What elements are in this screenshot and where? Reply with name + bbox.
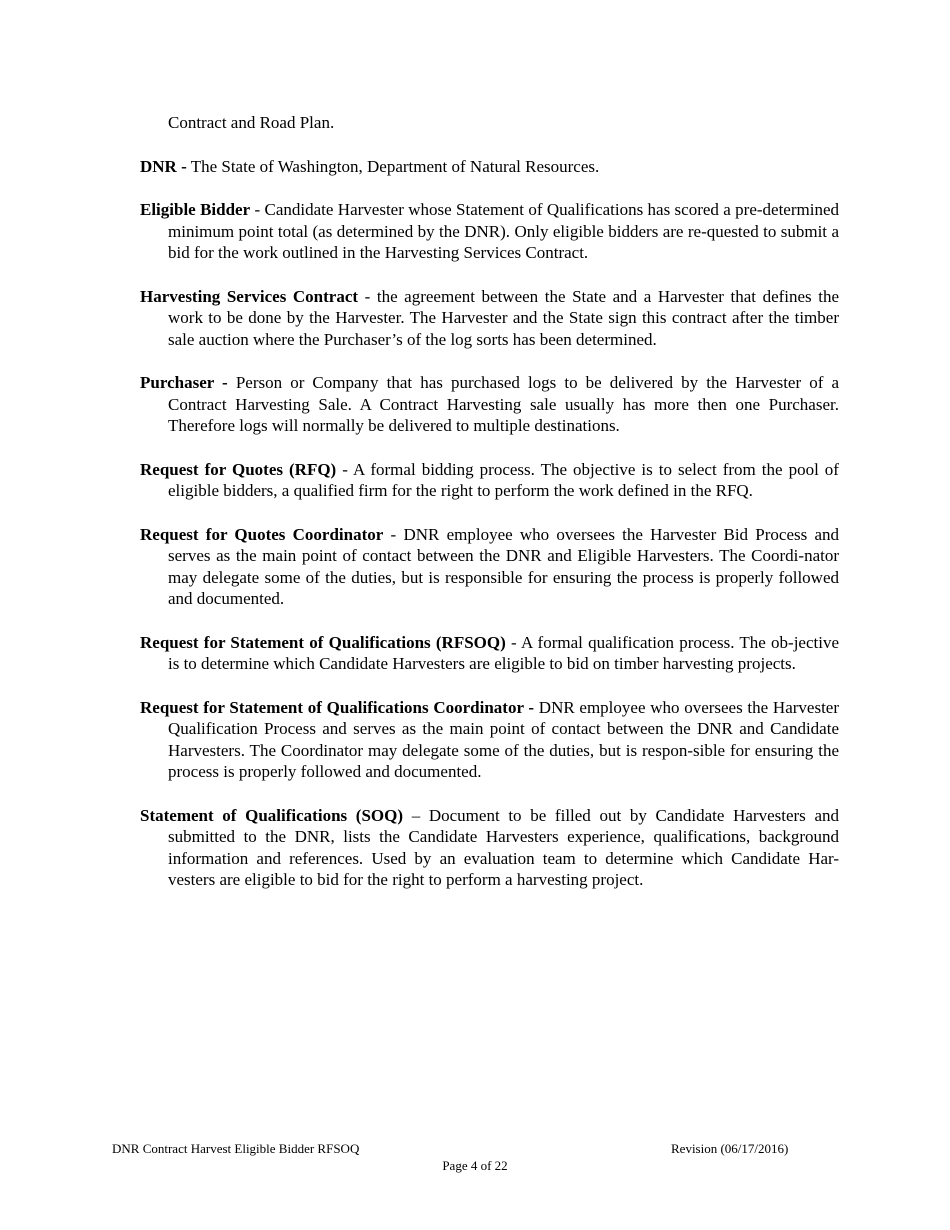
- definition-rfq-coordinator: Request for Quotes Coordinator - DNR employee who oversees the Harvester Bid Process and serves as the main point of contact between the DNR and Eligible Harvesters. The Coordi-nator may delegate some of the duties, but is responsible for ensuring the process is properly followed and documented.: [140, 524, 840, 608]
- definition-term: Purchaser -: [140, 373, 228, 392]
- definition-text: DNR employee who oversees the Harvester Qualification Process and serves as the main point of contact between the DNR and Candidate Harvesters. The Coordinator may delegate some of the duties, but is respon-sible for ensuring the process is properly followed and documented.: [168, 697, 839, 781]
- definition-text: DNR employee who oversees the Harvester Bid Process and serves as the main point of contact between the DNR and Eligible Harvesters. The Coordi-nator may delegate some of the duties, but is responsible for ensuring the process is properly followed and documented.: [168, 524, 840, 608]
- footer-revision: Revision (06/17/2016): [671, 1141, 789, 1156]
- definition-dnr: [140, 156, 839, 178]
- definition-term: Request for Statement of Qualifications (RFSOQ): [140, 632, 506, 652]
- definition-text: Candidate Harvester whose Statement of Qualifications has scored a pre-determined minimum point total (as determined by the DNR). Only eligible bidders are re-quested to submit a bid for the work outlined in the Harvesting Services Contract.: [168, 200, 839, 262]
- definition-text: A formal bidding process. The objective is to select from the pool of eligible bidders, a qualified firm for the right to perform the work defined in the RFQ.: [168, 459, 839, 500]
- definition-purchaser: [140, 372, 839, 437]
- definition-term: Request for Statement of Qualifications Coordinator -: [140, 697, 535, 717]
- definition-soq: Statement of Qualifications (SOQ) – Document to be filled out by Candidate Harvesters and submitted to the DNR, lists the Candidate Harvesters experience, qualifications, background information and references. Used by an evaluation team to determine which Candidate Har-vesters are eligible to bid for the right to perform a harvesting project.: [140, 805, 839, 889]
- definition-term: Request for Quotes Coordinator: [140, 524, 384, 544]
- definition-text: Person or Company that has purchased logs to be delivered by the Harvester of a Contract Harvesting Sale. A Contract Harvesting sale usually has more then one Purchaser. Therefore logs will normally be delivered to multiple destinations.: [168, 373, 840, 435]
- definition-rfsoq-coordinator: [140, 697, 839, 783]
- definition-term: Request for Quotes (RFQ): [140, 459, 337, 479]
- definition-term: Statement of Qualifications (SOQ): [140, 805, 404, 825]
- definition-rfsoq: Request for Statement of Qualifications (RFSOQ) - A formal qualification process. The ob-jective is to determine which Candidate Harvesters are eligible to bid on timber harvesting projects.: [140, 632, 840, 673]
- definition-text: the agreement between the State and a Harvester that defines the work to be done by the Harvester. The Harvester and the State sign this contract after the timber sale auction where the Purchaser’s of the log sorts has been determined.: [168, 286, 839, 349]
- footer-document-title: DNR Contract Harvest Eligible Bidder RFSOQ: [112, 1141, 360, 1156]
- definition-text: The State of Washington, Department of Natural Resources.: [190, 156, 600, 176]
- continuation-text: Contract and Road Plan.: [168, 113, 335, 132]
- definition-text: Document to be filled out by Candidate Harvesters and submitted to the DNR, lists the Candidate Harvesters experience, qualifications, background information and references. Used by an evaluation team to determine which Candidate Har-vesters are eligible to bid for the right to perform a harvesting project.: [168, 805, 839, 889]
- document-body: [140, 112, 839, 913]
- definition-text: A formal qualification process. The ob-jective is to determine which Candidate Harvesters are eligible to bid on timber harvesting projects.: [168, 632, 840, 673]
- definition-rfq: Request for Quotes (RFQ) - A formal bidding process. The objective is to select from the pool of eligible bidders, a qualified firm for the right to perform the work defined in the RFQ.: [140, 459, 839, 500]
- definition-harvesting-services-contract: Harvesting Services Contract - the agreement between the State and a Harvester that defines the work to be done by the Harvester. The Harvester and the State sign this contract after the timber sale auction where the Purchaser’s of the log sorts has been determined.: [140, 286, 839, 349]
- definition-term: Harvesting Services Contract: [140, 286, 359, 306]
- definition-term: Eligible Bidder: [140, 200, 251, 219]
- footer-page-number: Page 4 of 22: [442, 1158, 508, 1173]
- definition-term: DNR -: [140, 156, 187, 176]
- definition-eligible-bidder: Eligible Bidder - Candidate Harvester whose Statement of Qualifications has scored a pre-determined minimum point total (as determined by the DNR). Only eligible bidders are re-quested to submit a bid for the work outlined in the Harvesting Services Contract.: [140, 200, 839, 262]
